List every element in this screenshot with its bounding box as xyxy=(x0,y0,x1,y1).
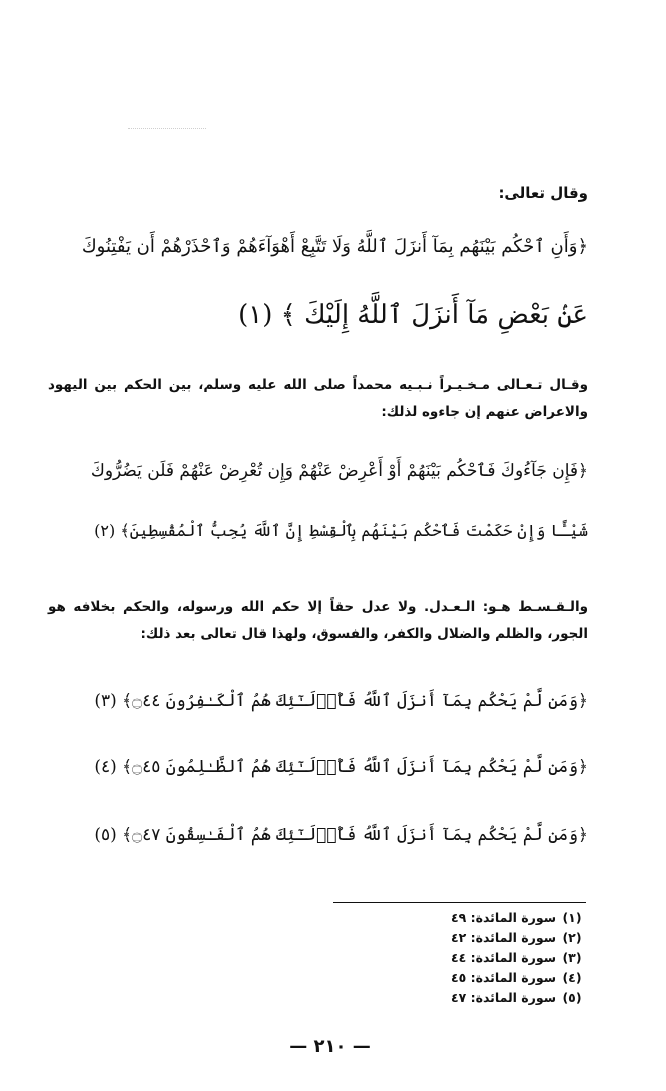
verse-3: ﴿وَمَن لَّمْ يَحْكُم بِمَآ أَنزَلَ ٱللَّهُ فَأُو۟لَـٰٓئِكَ هُمُ ٱلْكَـٰفِرُونَ ۝٤٤﴾ (٣) xyxy=(94,691,588,711)
footnote-reference: سورة المائدة: ٤٩ xyxy=(450,910,556,925)
footnote-item xyxy=(418,968,588,988)
verse-1-line-1: ﴿وَأَنِ ٱحْكُم بَيْنَهُم بِمَآ أَنزَلَ ٱللَّهُ وَلَا تَتَّبِعْ أَهْوَآءَهُمْ وَٱحْذَرْهُمْ أَن يَفْتِنُوكَ xyxy=(81,236,588,257)
footnote-number: (٤) xyxy=(562,970,582,985)
scan-smudge xyxy=(128,128,206,139)
footnote-reference: سورة المائدة: ٤٤ xyxy=(450,950,556,965)
footnote-item xyxy=(418,948,588,968)
footnote-number: (٢) xyxy=(562,930,582,945)
verse-2-line-2: شَيْـًٔا وَإِنْ حَكَمْتَ فَٱحْكُم بَيْنَهُم بِٱلْقِسْطِ إِنَّ ٱللَّهَ يُحِبُّ ٱلْمُقْسِطِينَ﴾ (٢) xyxy=(94,521,588,540)
footnote-item xyxy=(418,988,588,1008)
footnotes xyxy=(418,908,588,1008)
paragraph-1: وقـال تـعـالى مـخـيـراً نـبـيه محمداً صلى الله عليه وسلم، بين الحكم بين اليهود والاعراض عنهم إن جاءوه لذلك: xyxy=(48,377,588,420)
footnote-number: (٣) xyxy=(562,950,582,965)
verse-5: ﴿وَمَن لَّمْ يَحْكُم بِمَآ أَنزَلَ ٱللَّهُ فَأُو۟لَـٰٓئِكَ هُمُ ٱلْفَـٰسِقُونَ ۝٤٧﴾ (٥) xyxy=(94,825,588,845)
section-heading: وقال تعالى: xyxy=(498,184,588,202)
footnote-divider xyxy=(333,902,586,903)
footnote-reference: سورة المائدة: ٤٢ xyxy=(450,930,556,945)
page-number: — ٢١٠ — xyxy=(289,1036,371,1057)
verse-4: ﴿وَمَن لَّمْ يَحْكُم بِمَآ أَنزَلَ ٱللَّهُ فَأُو۟لَـٰٓئِكَ هُمُ ٱلظَّـٰلِمُونَ ۝٤٥﴾ (٤) xyxy=(94,757,588,777)
footnote-reference: سورة المائدة: ٤٧ xyxy=(450,990,556,1005)
footnote-item xyxy=(418,928,588,948)
footnote-number: (١) xyxy=(562,910,582,925)
verse-2-line-1: ﴿فَإِن جَآءُوكَ فَٱحْكُم بَيْنَهُمْ أَوْ أَعْرِضْ عَنْهُمْ وَإِن تُعْرِضْ عَنْهُمْ فَلَن يَضُرُّوكَ xyxy=(90,461,588,481)
verse-1-line-2: عَنۢ بَعْضِ مَآ أَنزَلَ ٱللَّهُ إِلَيْكَ ﴾ (١) xyxy=(238,300,588,330)
footnote-number: (٥) xyxy=(562,990,582,1005)
footnote-reference: سورة المائدة: ٤٥ xyxy=(450,970,556,985)
paragraph-2: والـقـسـط هـو: الـعـدل. ولا عدل حقاً إلا حكم الله ورسوله، والحكم بخلافه هو الجور، والظلم والضلال والكفر، والفسوق، ولهذا قال تعالى بعد ذلك: xyxy=(48,599,588,642)
footnote-item xyxy=(418,908,588,928)
